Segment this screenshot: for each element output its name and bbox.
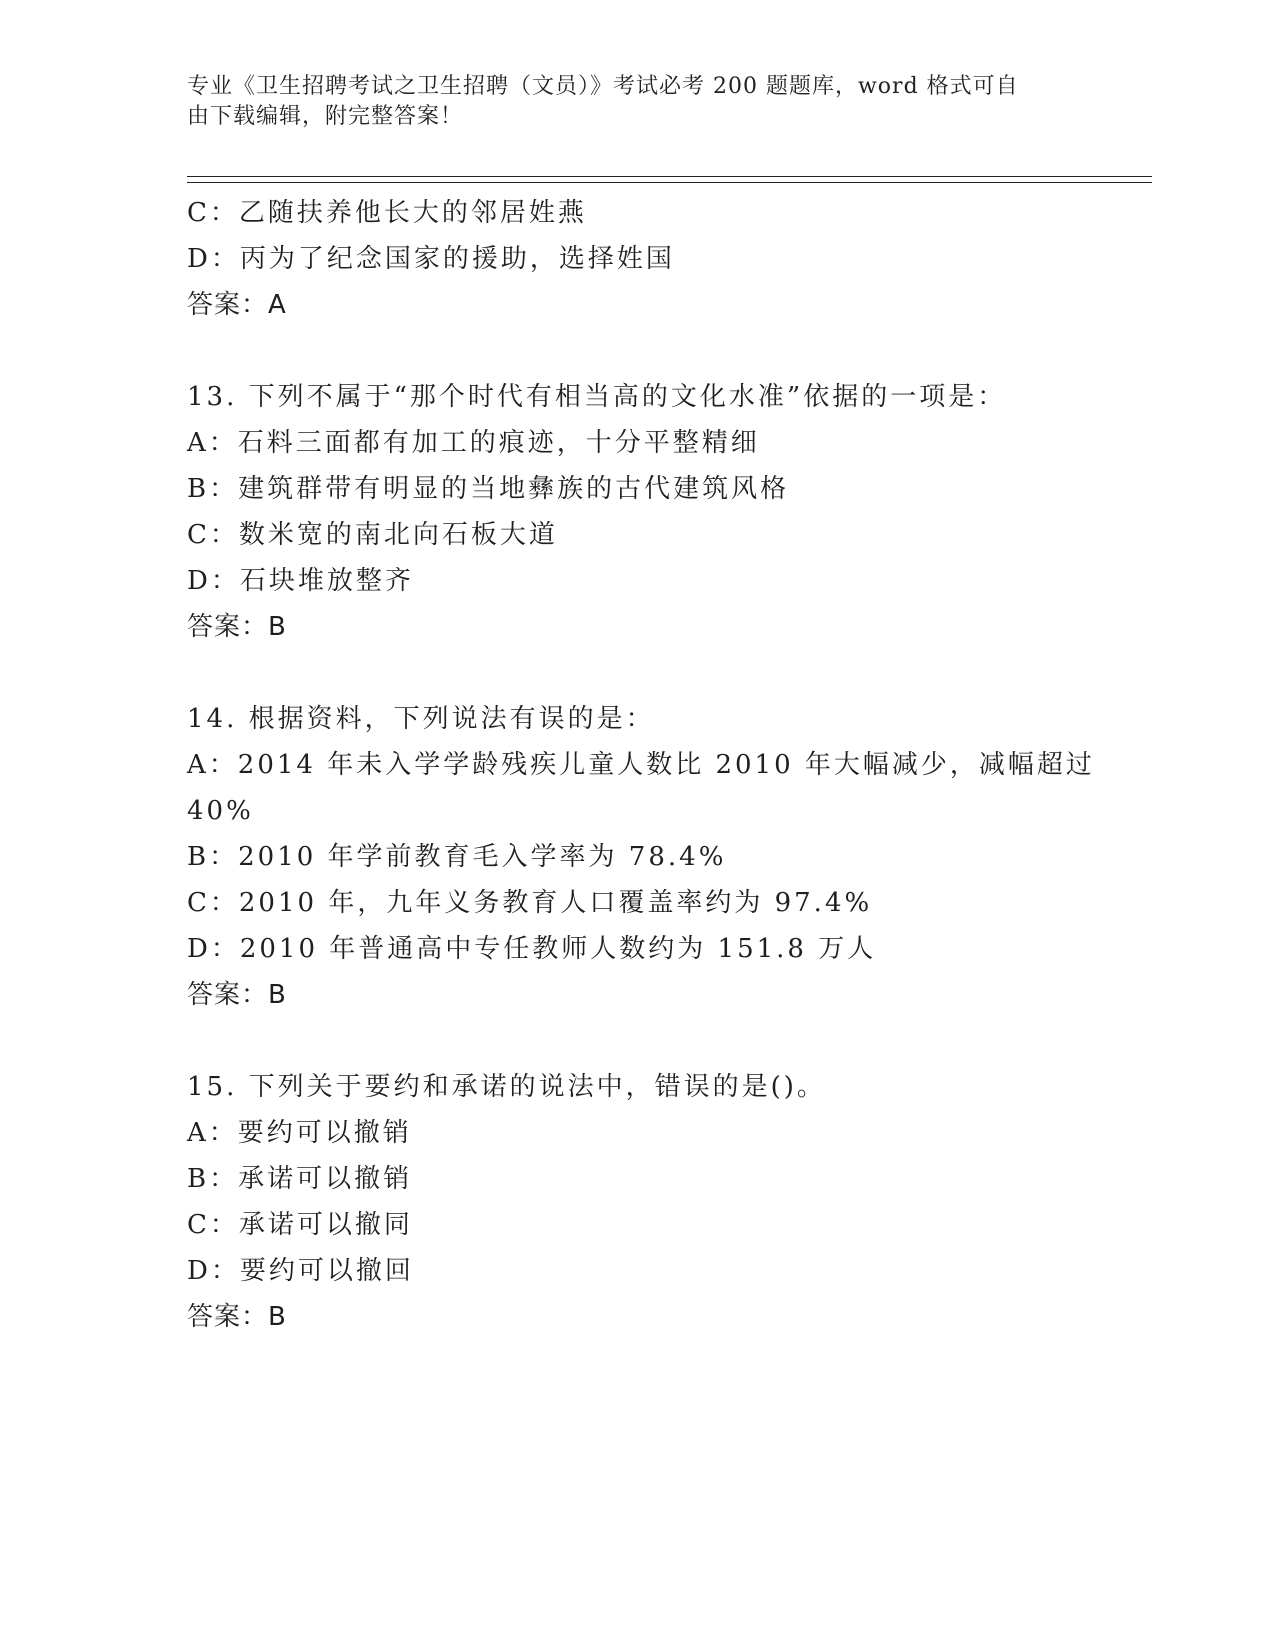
option-d: D：丙为了纪念国家的援助，选择姓国 — [187, 244, 675, 274]
option-b: B：建筑群带有明显的当地彝族的古代建筑风格 — [187, 474, 790, 504]
option-c: C：乙随扶养他长大的邻居姓燕 — [187, 198, 587, 228]
answer: 答案：B — [187, 1302, 287, 1332]
option-b: B：承诺可以撤销 — [187, 1164, 413, 1194]
header-divider-bottom — [187, 182, 1152, 183]
option-d: D：要约可以撤回 — [187, 1256, 414, 1286]
question-14 — [187, 696, 1147, 1018]
option-c: C：2010 年，九年义务教育人口覆盖率约为 97.4% — [187, 888, 873, 918]
header-line-1: 专业《卫生招聘考试之卫生招聘（文员）》考试必考 200 题题库，word 格式可自 — [187, 74, 1019, 99]
option-c: C：数米宽的南北向石板大道 — [187, 520, 558, 550]
option-a: A：要约可以撤销 — [187, 1118, 412, 1148]
header-line-2: 由下载编辑，附完整答案！ — [187, 104, 464, 129]
option-d: D：2010 年普通高中专任教师人数约为 151.8 万人 — [187, 934, 877, 964]
option-a-continued: 40% — [187, 796, 254, 826]
question-13 — [187, 374, 1147, 650]
question-15 — [187, 1064, 1147, 1340]
option-b: B：2010 年学前教育毛入学率为 78.4% — [187, 842, 727, 872]
spacer — [187, 650, 1147, 696]
question-12-tail — [187, 190, 1147, 328]
document-body — [187, 190, 1147, 1340]
question-stem: 15. 下列关于要约和承诺的说法中，错误的是()。 — [187, 1072, 826, 1102]
question-stem: 13. 下列不属于“那个时代有相当高的文化水准”依据的一项是： — [187, 382, 1007, 412]
option-c: C：承诺可以撤同 — [187, 1210, 413, 1240]
document-header — [187, 72, 1077, 132]
answer: 答案：B — [187, 612, 287, 642]
answer: 答案：B — [187, 980, 287, 1010]
header-divider-top — [187, 176, 1152, 177]
option-a: A：石料三面都有加工的痕迹，十分平整精细 — [187, 428, 760, 458]
option-d: D：石块堆放整齐 — [187, 566, 414, 596]
spacer — [187, 328, 1147, 374]
answer: 答案：A — [187, 290, 287, 320]
question-stem: 14. 根据资料，下列说法有误的是： — [187, 704, 655, 734]
spacer — [187, 1018, 1147, 1064]
option-a: A：2014 年未入学学龄残疾儿童人数比 2010 年大幅减少，减幅超过 — [187, 750, 1095, 780]
